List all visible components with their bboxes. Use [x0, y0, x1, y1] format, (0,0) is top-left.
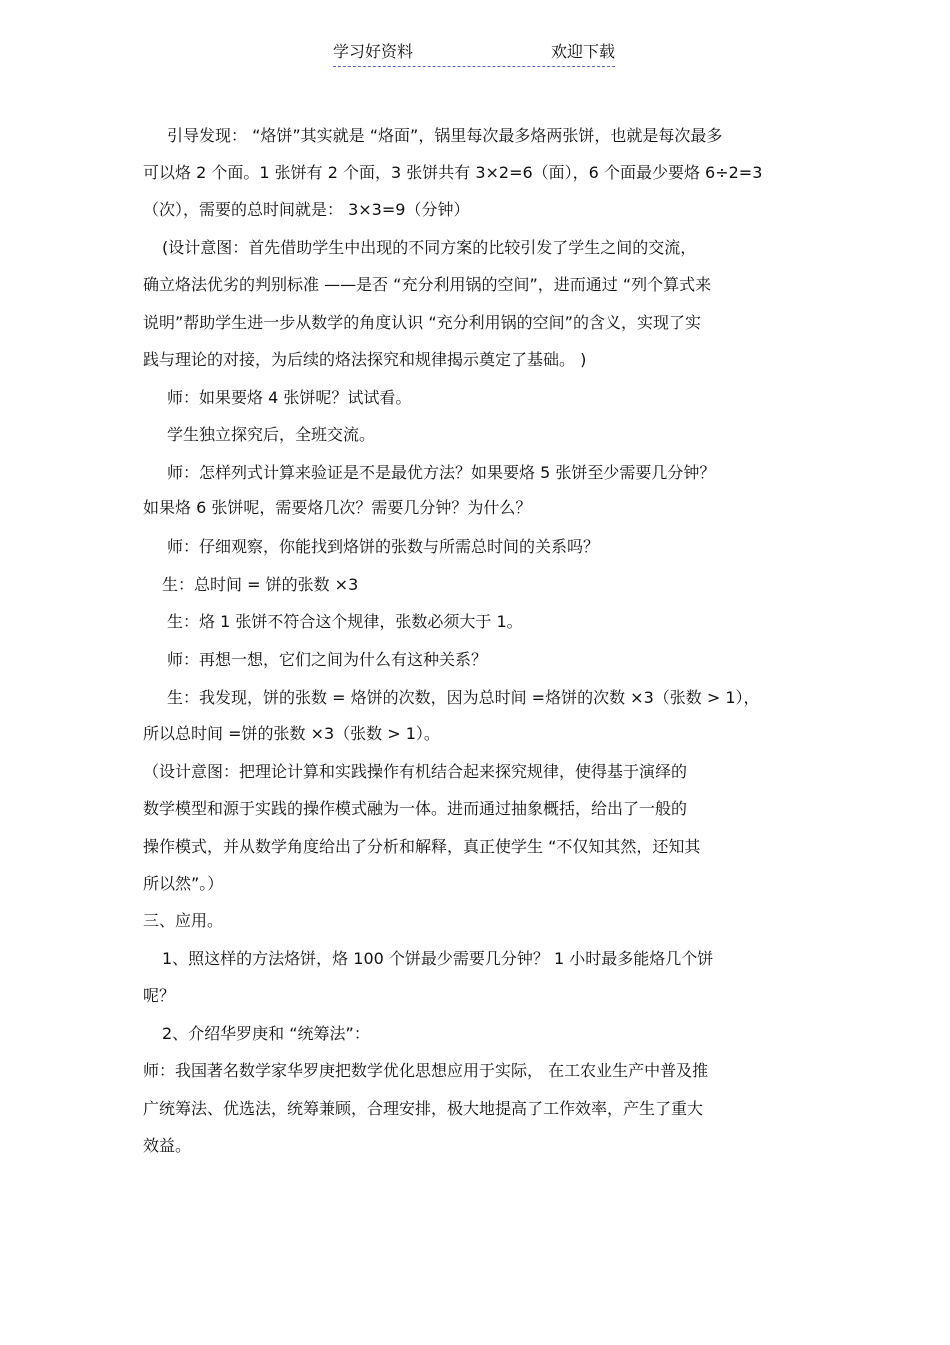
body-line: 生：总时间 = 饼的张数 ×3: [162, 575, 359, 594]
body-line: 师：我国著名数学家华罗庚把数学优化思想应用于实际， 在工农业生产中普及推: [143, 1061, 709, 1080]
header-left-text: 学习好资料: [333, 42, 414, 61]
body-line: 呢？: [143, 986, 176, 1005]
body-line: 师：如果要烙 4 张饼呢？试试看。: [167, 388, 412, 407]
body-line: (设计意图：首先借助学生中出现的不同方案的比较引发了学生之间的交流，: [162, 238, 697, 257]
body-line: 数学模型和源于实践的操作模式融为一体。进而通过抽象概括，给出了一般的: [143, 799, 688, 818]
body-line: （设计意图：把理论计算和实践操作有机结合起来探究规律，使得基于演绎的: [143, 762, 688, 781]
body-line: （次），需要的总时间就是： 3×3=9（分钟）: [143, 200, 470, 219]
body-line: 确立烙法优劣的判别标准 ——是否 “充分利用锅的空间”，进而通过 “列个算式来: [143, 275, 712, 294]
body-line: 操作模式，并从数学角度给出了分析和解释，真正使学生 “不仅知其然，还知其: [143, 837, 701, 856]
body-line: 所以然”。）: [143, 874, 224, 893]
body-line: 如果烙 6 张饼呢，需要烙几次？需要几分钟？为什么？: [143, 498, 532, 517]
body-line: 效益。: [143, 1136, 192, 1155]
body-line: 师：怎样列式计算来验证是不是最优方法？如果要烙 5 张饼至少需要几分钟？: [167, 463, 716, 482]
body-line: 学生独立探究后，全班交流。: [167, 425, 376, 444]
body-line: 生：烙 1 张饼不符合这个规律，张数必须大于 1。: [167, 612, 523, 631]
body-line: 践与理论的对接，为后续的烙法探究和规律揭示奠定了基础。 ): [143, 350, 587, 369]
body-line: 师：仔细观察，你能找到烙饼的张数与所需总时间的关系吗？: [167, 537, 600, 556]
body-line: 广统筹法、优选法，统筹兼顾，合理安排，极大地提高了工作效率，产生了重大: [143, 1099, 704, 1118]
body-line: 可以烙 2 个面。1 张饼有 2 个面，3 张饼共有 3×2=6（面），6 个面最少要烙 6÷2=3: [143, 163, 763, 182]
body-line: 2、介绍华罗庚和 “统筹法”：: [162, 1024, 370, 1043]
body-line: 生：我发现，饼的张数 = 烙饼的次数，因为总时间 =烙饼的次数 ×3（张数 > 1），: [167, 688, 760, 707]
body-line: 1、照这样的方法烙饼，烙 100 个饼最少需要几分钟？ 1 小时最多能烙几个饼: [162, 949, 714, 968]
body-line: 引导发现： “烙饼”其实就是 “烙面”，锅里每次最多烙两张饼，也就是每次最多: [167, 126, 723, 145]
body-line: 所以总时间 =饼的张数 ×3（张数 > 1）。: [143, 724, 440, 743]
body-line: 师：再想一想，它们之间为什么有这种关系？: [167, 650, 488, 669]
page-header: [333, 42, 615, 67]
header-right-text: 欢迎下载: [550, 42, 615, 61]
section-heading: 三、应用。: [143, 911, 224, 930]
body-line: 说明”帮助学生进一步从数学的角度认识 “充分利用锅的空间”的含义，实现了实: [143, 313, 701, 332]
